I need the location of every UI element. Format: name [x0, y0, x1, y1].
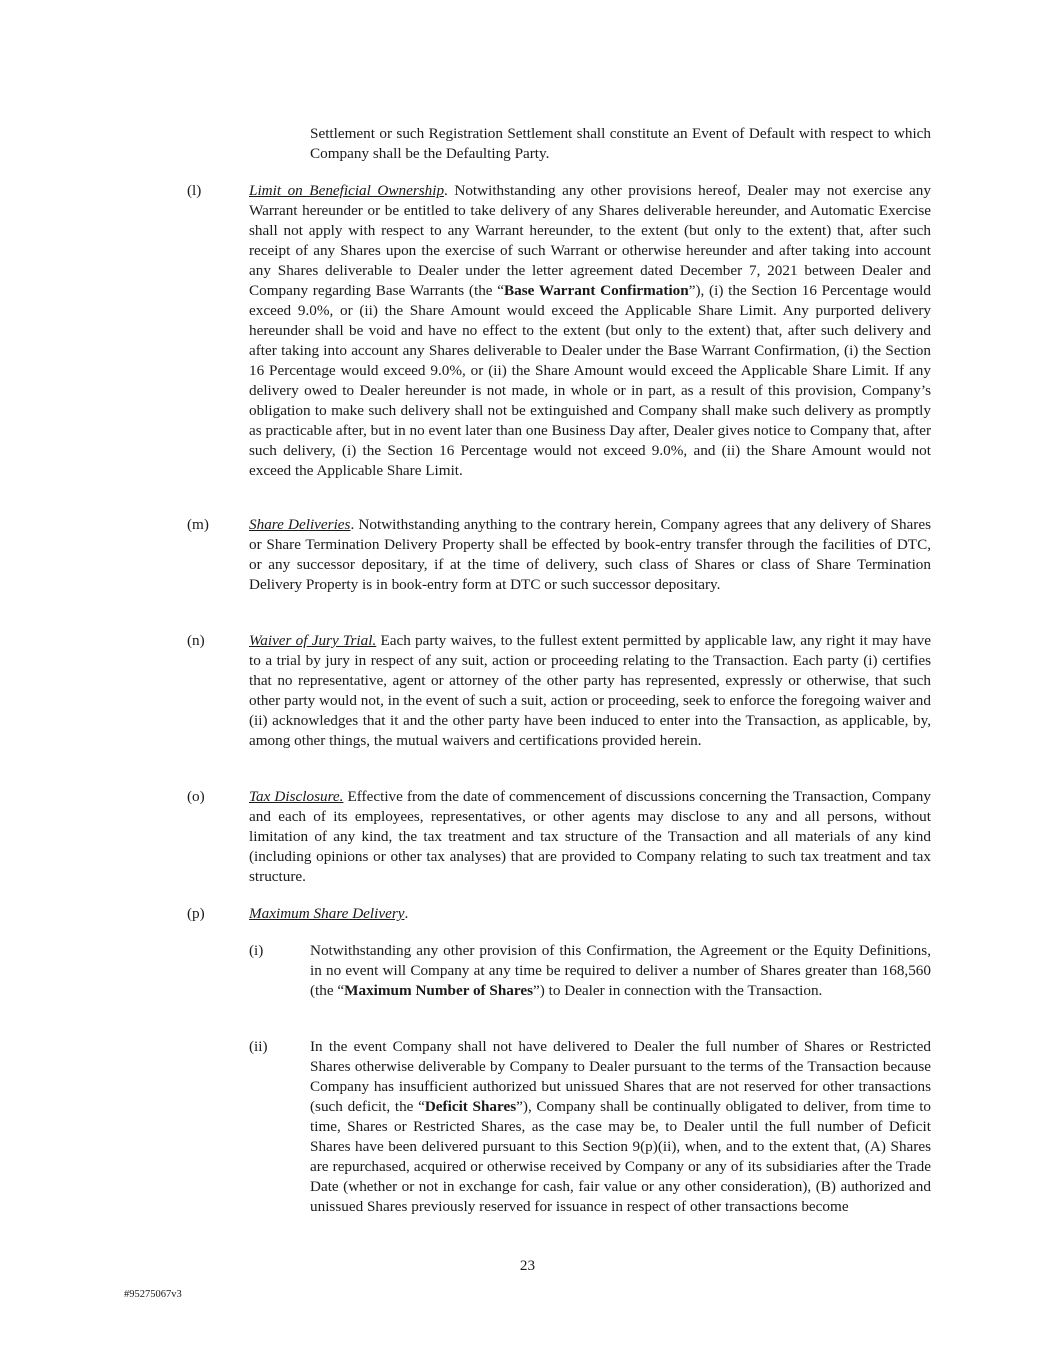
section-l — [187, 181, 931, 481]
subsection-body — [310, 1037, 931, 1217]
section-body — [249, 181, 931, 481]
section-label: (o) — [187, 788, 205, 805]
section-text: Each party waives, to the fullest extent permitted by applicable law, any right it may have to a trial by jury in respect of any suit, action or proceeding relating to the Transaction. Each party (i) certifies that no representative, agent or attorney of the other party has represented, expressly or otherwise, that such other party would not, in the event of such a suit, action or proceeding, seek to enforce the foregoing waiver and (ii) acknowledges that it and the other party have been induced to enter into the Transaction, as applicable, by, among other things, the mutual waivers and certifications provided herein. — [249, 632, 931, 749]
section-text: . — [404, 905, 409, 922]
defined-term: Maximum Number of Shares — [344, 982, 534, 999]
section-label: (m) — [187, 516, 209, 533]
defined-term: Base Warrant Confirmation — [504, 282, 689, 299]
subsection-text: Notwithstanding any other provision of this Confirmation, the Agreement or the Equity Definitions, in no event will Company at any time be required to deliver a number of Shares greater than 168,560 (the “ — [310, 942, 931, 999]
subsection-text: ”), Company shall be continually obligated to deliver, from time to time, Shares or Restricted Shares, as the case may be, to Dealer until the full number of Deficit Shares have been delivered pursuant to this Section 9(p)(ii), when, and to the extent that, (A) Shares are repurchased, acquired or otherwise received by Company or any of its subsidiaries after the Trade Date (whether or not in exchange for cash, fair value or any other consideration), (B) authorized and unissued Shares previously reserved for issuance in respect of other transactions become — [310, 1098, 932, 1215]
section-heading: Limit on Beneficial Ownership — [249, 182, 445, 199]
subsection-text: In the event Company shall not have delivered to Dealer the full number of Shares or Restricted Shares otherwise deliverable by Company to Dealer pursuant to the terms of the Transaction because Company has insufficient authorized but unissued Shares that are not reserved for other transactions (such deficit, the “ — [310, 1038, 931, 1115]
section-p — [187, 904, 931, 924]
section-text: Effective from the date of commencement of discussions concerning the Transaction, Company and each of its employees, representatives, or other agents may disclose to any and all persons, without limitation of any kind, the tax treatment and tax structure of the Transaction and all materials of any kind (including opinions or other tax analyses) that are provided to Company relating to such tax treatment and tax structure. — [249, 788, 931, 885]
section-heading: Share Deliveries — [249, 516, 351, 533]
subsection-text: ”) to Dealer in connection with the Transaction. — [533, 982, 823, 999]
section-text: . Notwithstanding any other provisions hereof, Dealer may not exercise any Warrant hereunder or be entitled to take delivery of any Shares deliverable hereunder, and Automatic Exercise shall not apply with respect to any Warrant hereunder, to the extent (but only to the extent) that, after such receipt of any Shares upon the exercise of such Warrant or otherwise hereunder and after taking into account any Shares deliverable to Dealer under the letter agreement dated December 7, 2021 between Dealer and Company regarding Base Warrants (the “ — [249, 182, 931, 299]
page-number: 23 — [519, 1257, 536, 1274]
subsection-label: (i) — [249, 942, 264, 959]
section-body — [249, 787, 931, 887]
section-label: (n) — [187, 632, 205, 649]
subsection-body — [310, 941, 931, 1001]
section-n — [187, 631, 931, 751]
defined-term: Deficit Shares — [424, 1098, 517, 1115]
section-m — [187, 515, 931, 595]
section-heading: Tax Disclosure. — [249, 788, 344, 805]
section-heading: Waiver of Jury Trial. — [249, 632, 377, 649]
section-heading: Maximum Share Delivery — [249, 905, 405, 922]
section-text: . Notwithstanding anything to the contrary herein, Company agrees that any delivery of Shares or Share Termination Delivery Property shall be effected by book-entry transfer through the facilities of DTC, or any successor depositary, if at the time of delivery, such class of Shares or class of Share Termination Delivery Property is in book-entry form at DTC or such successor depositary. — [249, 516, 931, 593]
subsection-ii — [249, 1037, 931, 1217]
section-label: (p) — [187, 905, 205, 922]
subsection-label: (ii) — [249, 1038, 268, 1055]
document-id: #95275067v3 — [124, 1289, 182, 1300]
continued-paragraph: Settlement or such Registration Settlement shall constitute an Event of Default with respect to which Company shall be the Defaulting Party. — [310, 125, 931, 162]
section-body — [249, 631, 931, 751]
section-body — [249, 904, 931, 924]
section-o — [187, 787, 931, 887]
subsection-i — [249, 941, 931, 1001]
section-label: (l) — [187, 182, 202, 199]
section-body — [249, 515, 931, 595]
section-text: ”), (i) the Section 16 Percentage would exceed 9.0%, or (ii) the Share Amount would exceed the Applicable Share Limit. Any purported delivery hereunder shall be void and have no effect to the extent (but only to the extent) that, after such delivery and after taking into account any Shares deliverable to Dealer under the Base Warrant Confirmation, (i) the Section 16 Percentage would exceed 9.0%, or (ii) the Share Amount would exceed the Applicable Share Limit. If any delivery owed to Dealer hereunder is not made, in whole or in part, as a result of this provision, Company’s obligation to make such delivery shall not be extinguished and Company shall make such delivery as promptly as practicable after, but in no event later than one Business Day after, Dealer gives notice to Company that, after such delivery, (i) the Section 16 Percentage would not exceed 9.0%, and (ii) the Share Amount would not exceed the Applicable Share Limit. — [249, 282, 931, 479]
